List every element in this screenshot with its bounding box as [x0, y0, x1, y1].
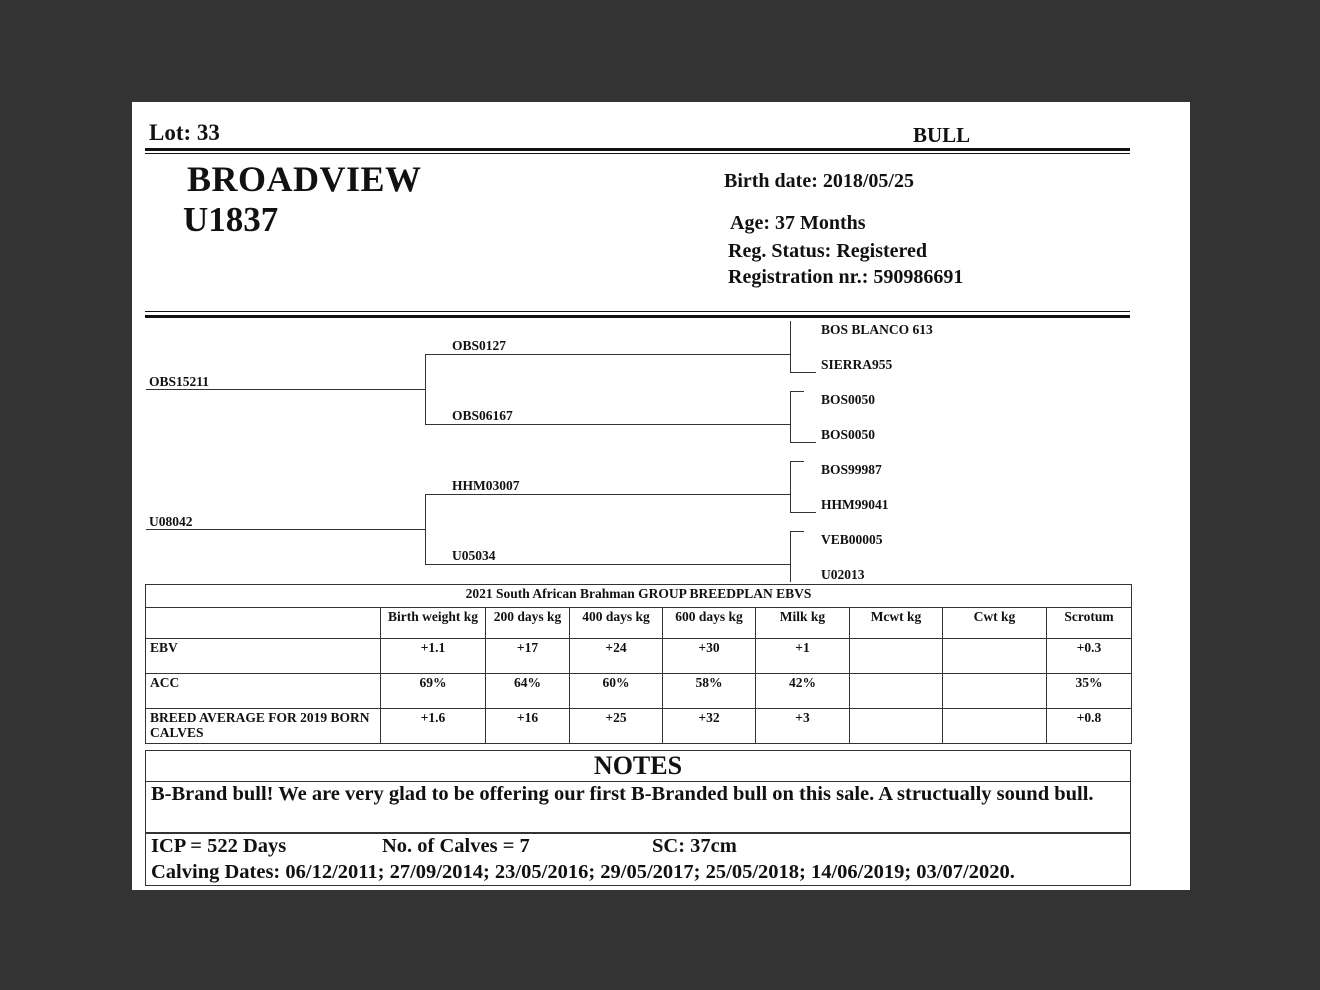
table-row [146, 639, 1132, 674]
dam-dam-line [425, 564, 790, 565]
ebv-header-blank [146, 608, 381, 639]
gg-bracket-1 [790, 321, 791, 372]
gg-label-2: SIERRA955 [821, 357, 893, 372]
col-header: Milk kg [756, 608, 850, 639]
gg-line-6 [790, 512, 816, 513]
gg-bracket-3 [790, 461, 791, 512]
sire-dam-label: OBS06167 [452, 408, 513, 423]
table-cell [850, 709, 943, 744]
gg-label-4: BOS0050 [821, 427, 876, 442]
table-cell: +30 [663, 639, 756, 674]
col-header: Mcwt kg [850, 608, 943, 639]
dam-label: U08042 [149, 514, 193, 529]
dam-dam-label: U05034 [452, 548, 496, 563]
table-cell [943, 674, 1047, 709]
col-header: 600 days kg [663, 608, 756, 639]
header-rule-top [145, 148, 1130, 151]
ebv-table [145, 584, 1132, 744]
table-cell: 42% [756, 674, 850, 709]
table-cell: +1 [756, 639, 850, 674]
gg-label-6: HHM99041 [821, 497, 889, 512]
header-rule-top-thin [145, 153, 1130, 154]
sire-dam-line [425, 424, 790, 425]
row-label: ACC [146, 674, 381, 709]
table-row [146, 709, 1132, 744]
gg-bracket-2 [790, 391, 791, 442]
sire-line [146, 389, 426, 390]
number-of-calves: No. of Calves = 7 [382, 835, 530, 857]
animal-id: U1837 [183, 200, 279, 239]
row-label: EBV [146, 639, 381, 674]
table-cell: 69% [381, 674, 486, 709]
animal-sex: BULL [913, 123, 971, 147]
table-cell: 64% [486, 674, 570, 709]
col-header: 200 days kg [486, 608, 570, 639]
gg-label-1: BOS BLANCO 613 [821, 322, 933, 337]
notes-separator [146, 832, 1130, 834]
table-cell: +25 [570, 709, 663, 744]
dam-line [146, 529, 426, 530]
sire-sire-line [425, 354, 790, 355]
notes-title: NOTES [146, 751, 1130, 782]
gg-line-2 [790, 372, 816, 373]
table-cell: 35% [1047, 674, 1132, 709]
gg-line-4 [790, 442, 816, 443]
gg-label-7: VEB00005 [821, 532, 883, 547]
table-cell: +1.6 [381, 709, 486, 744]
table-row [146, 674, 1132, 709]
col-header: Birth weight kg [381, 608, 486, 639]
notes-section [145, 750, 1131, 886]
birth-date: Birth date: 2018/05/25 [724, 170, 914, 192]
age: Age: 37 Months [730, 212, 866, 234]
col-header: 400 days kg [570, 608, 663, 639]
table-cell [850, 639, 943, 674]
table-cell: +17 [486, 639, 570, 674]
gg-line-5 [790, 461, 804, 462]
table-cell: +32 [663, 709, 756, 744]
icp: ICP = 522 Days [151, 835, 287, 857]
gg-line-7 [790, 531, 804, 532]
dam-bracket [425, 494, 426, 564]
lot-number: Lot: 33 [149, 120, 220, 145]
table-cell: +16 [486, 709, 570, 744]
gg-label-5: BOS99987 [821, 462, 882, 477]
table-cell: 60% [570, 674, 663, 709]
row-label: BREED AVERAGE FOR 2019 BORN CALVES [146, 709, 381, 744]
table-cell [943, 639, 1047, 674]
dam-sire-label: HHM03007 [452, 478, 520, 493]
sire-bracket [425, 354, 426, 424]
sire-sire-label: OBS0127 [452, 338, 507, 353]
sire-label: OBS15211 [149, 374, 210, 389]
gg-bracket-4 [790, 531, 791, 582]
table-cell: +0.3 [1047, 639, 1132, 674]
table-cell: +24 [570, 639, 663, 674]
table-cell: +1.1 [381, 639, 486, 674]
scrotal-circumference: SC: 37cm [652, 835, 737, 857]
sale-catalogue-page [132, 102, 1190, 890]
notes-text: B-Brand bull! We are very glad to be offering our first B-Branded bull on this sale. A structually sound bull. [151, 783, 1094, 805]
table-cell: +3 [756, 709, 850, 744]
registration-number: Registration nr.: 590986691 [728, 266, 964, 288]
header-rule-bottom-thin [145, 311, 1130, 312]
calving-dates: Calving Dates: 06/12/2011; 27/09/2014; 23/05/2016; 29/05/2017; 25/05/2018; 14/06/2019; 03/07/2020. [151, 861, 1015, 883]
col-header: Scrotum [1047, 608, 1132, 639]
ebv-table-title: 2021 South African Brahman GROUP BREEDPLAN EBVS [146, 585, 1132, 608]
gg-label-3: BOS0050 [821, 392, 876, 407]
table-cell [943, 709, 1047, 744]
reg-status: Reg. Status: Registered [728, 240, 928, 262]
gg-line-3 [790, 391, 804, 392]
ebv-header-row [146, 608, 1132, 639]
col-header: Cwt kg [943, 608, 1047, 639]
table-cell: 58% [663, 674, 756, 709]
table-cell [850, 674, 943, 709]
dam-sire-line [425, 494, 790, 495]
table-cell: +0.8 [1047, 709, 1132, 744]
gg-label-8: U02013 [821, 567, 865, 582]
animal-name: BROADVIEW [187, 159, 422, 199]
header-rule-bottom [145, 315, 1130, 318]
